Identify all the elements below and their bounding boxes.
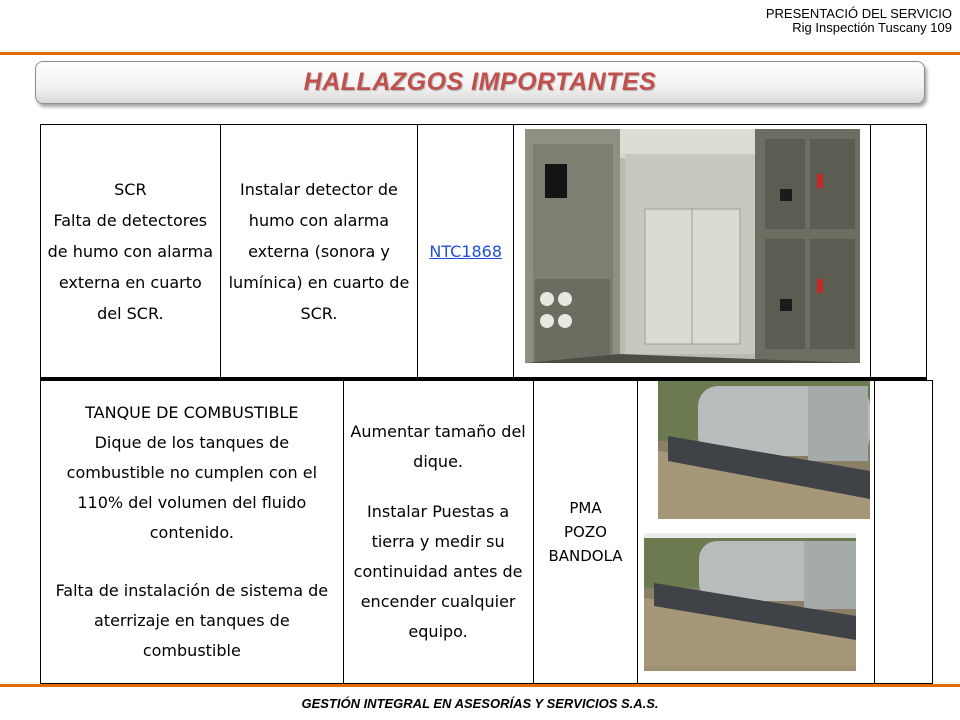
finding-area: SCR	[114, 179, 147, 199]
finding-description: Falta de detectores de humo con alarma externa en cuarto del SCR.	[47, 210, 214, 323]
fuel-tank-photo	[658, 381, 870, 519]
table-row	[41, 381, 933, 685]
scr-room-photo	[525, 129, 860, 363]
presentation-title: PRESENTACIÓ DEL SERVICIO	[765, 6, 952, 21]
reference-link-ntc1868[interactable]: NTC1868	[429, 241, 503, 261]
finding-table-scr	[40, 124, 927, 380]
recommendation-cell	[343, 381, 533, 685]
empty-cell	[875, 381, 933, 685]
presentation-header	[766, 7, 952, 35]
photo-cell	[514, 125, 871, 379]
title-banner	[35, 61, 925, 104]
finding-cell	[41, 125, 221, 379]
reference-line: POZO	[564, 523, 607, 541]
fuel-tank-photo	[644, 533, 856, 671]
finding-area: TANQUE DE COMBUSTIBLE	[85, 403, 299, 422]
rig-inspection-subtitle: Rig Inspectión Tuscany 109	[792, 20, 952, 35]
finding-description-secondary: Falta de instalación de sistema de aterrizaje en tanques de combustible	[55, 581, 329, 660]
reference-line: PMA	[569, 499, 602, 517]
page-title: HALLAZGOS IMPORTANTES	[303, 68, 657, 96]
table-row	[41, 125, 927, 379]
recommendation-text: Aumentar tamaño del dique.	[350, 422, 526, 471]
photo-cell	[638, 381, 875, 685]
bottom-divider	[0, 684, 960, 687]
finding-table-fuel-tank	[40, 380, 933, 686]
company-footer: GESTIÓN INTEGRAL EN ASESORÍAS Y SERVICIOS S.A.S.	[301, 696, 659, 711]
reference-cell	[533, 381, 638, 685]
recommendation-cell	[220, 125, 418, 379]
reference-cell	[418, 125, 514, 379]
empty-cell	[871, 125, 927, 379]
finding-description: Dique de los tanques de combustible no cumplen con el 110% del volumen del fluido contenido.	[66, 433, 318, 542]
recommendation-text: Instalar detector de humo con alarma externa (sonora y lumínica) en cuarto de SCR.	[228, 179, 410, 323]
reference-line: BANDOLA	[548, 547, 623, 565]
top-divider	[0, 52, 960, 55]
finding-cell	[41, 381, 344, 685]
recommendation-text-secondary: Instalar Puestas a tierra y medir su continuidad antes de encender cualquier equipo.	[353, 502, 523, 641]
